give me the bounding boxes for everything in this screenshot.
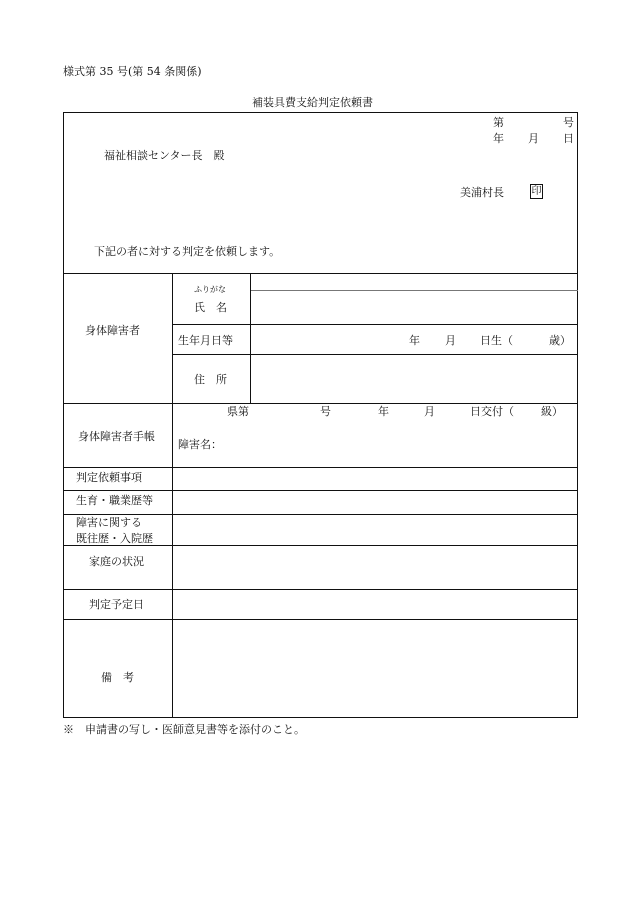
disability-name-label: 障害名： [178, 438, 222, 451]
date-year: 年 [493, 132, 504, 145]
request-items-label: 判定依頼事項 [76, 471, 142, 484]
request-text: 下記の者に対する判定を依頼します。 [94, 245, 281, 258]
divider [63, 273, 578, 274]
date-day: 日 [563, 132, 574, 145]
upbringing-label: 生育・職業歴等 [76, 494, 153, 507]
divider [63, 514, 578, 515]
handbook-prefecture: 県第 [227, 405, 249, 418]
dob-month: 月 [445, 334, 456, 347]
divider [63, 490, 578, 491]
date-month: 月 [528, 132, 539, 145]
handbook-issued: 日交付（ [470, 405, 514, 418]
history-label-1: 障害に関する [76, 516, 142, 529]
no-suffix: 号 [563, 116, 574, 129]
handbook-month: 月 [424, 405, 435, 418]
furigana-divider [250, 290, 578, 291]
handbook-label: 身体障害者手帳 [78, 430, 155, 443]
column-divider [172, 273, 173, 718]
no-prefix: 第 [493, 116, 504, 129]
remarks-label: 備 考 [101, 671, 134, 684]
addressee: 福祉相談センター長 殿 [104, 149, 225, 162]
scheduled-date-label: 判定予定日 [89, 598, 144, 611]
history-label-2: 既往歴・入院歴 [76, 532, 153, 545]
divider [172, 324, 578, 325]
form-title: 補装具費支給判定依頼書 [252, 96, 373, 109]
furigana-label: ふりがな [194, 285, 226, 294]
handbook-grade: 級） [541, 405, 563, 418]
dob-label: 生年月日等 [178, 334, 233, 347]
footnote: ※ 申請書の写し・医師意見書等を添付のこと。 [63, 723, 305, 736]
person-section-label: 身体障害者 [85, 324, 140, 337]
divider [63, 589, 578, 590]
dob-age: 歳） [549, 334, 571, 347]
dob-birth-day: 日生（ [480, 334, 513, 347]
address-label: 住 所 [194, 373, 227, 386]
name-label: 氏 名 [194, 301, 227, 314]
dob-year: 年 [409, 334, 420, 347]
divider [63, 545, 578, 546]
form-number: 様式第 35 号(第 54 条関係) [63, 65, 202, 78]
seal-stamp: 印 [531, 186, 542, 197]
divider [63, 619, 578, 620]
family-label: 家庭の状況 [89, 555, 144, 568]
handbook-year: 年 [378, 405, 389, 418]
divider [172, 354, 578, 355]
sender: 美浦村長 [460, 186, 504, 199]
divider [63, 467, 578, 468]
divider [63, 403, 578, 404]
handbook-number: 号 [320, 405, 331, 418]
column-divider [250, 273, 251, 403]
